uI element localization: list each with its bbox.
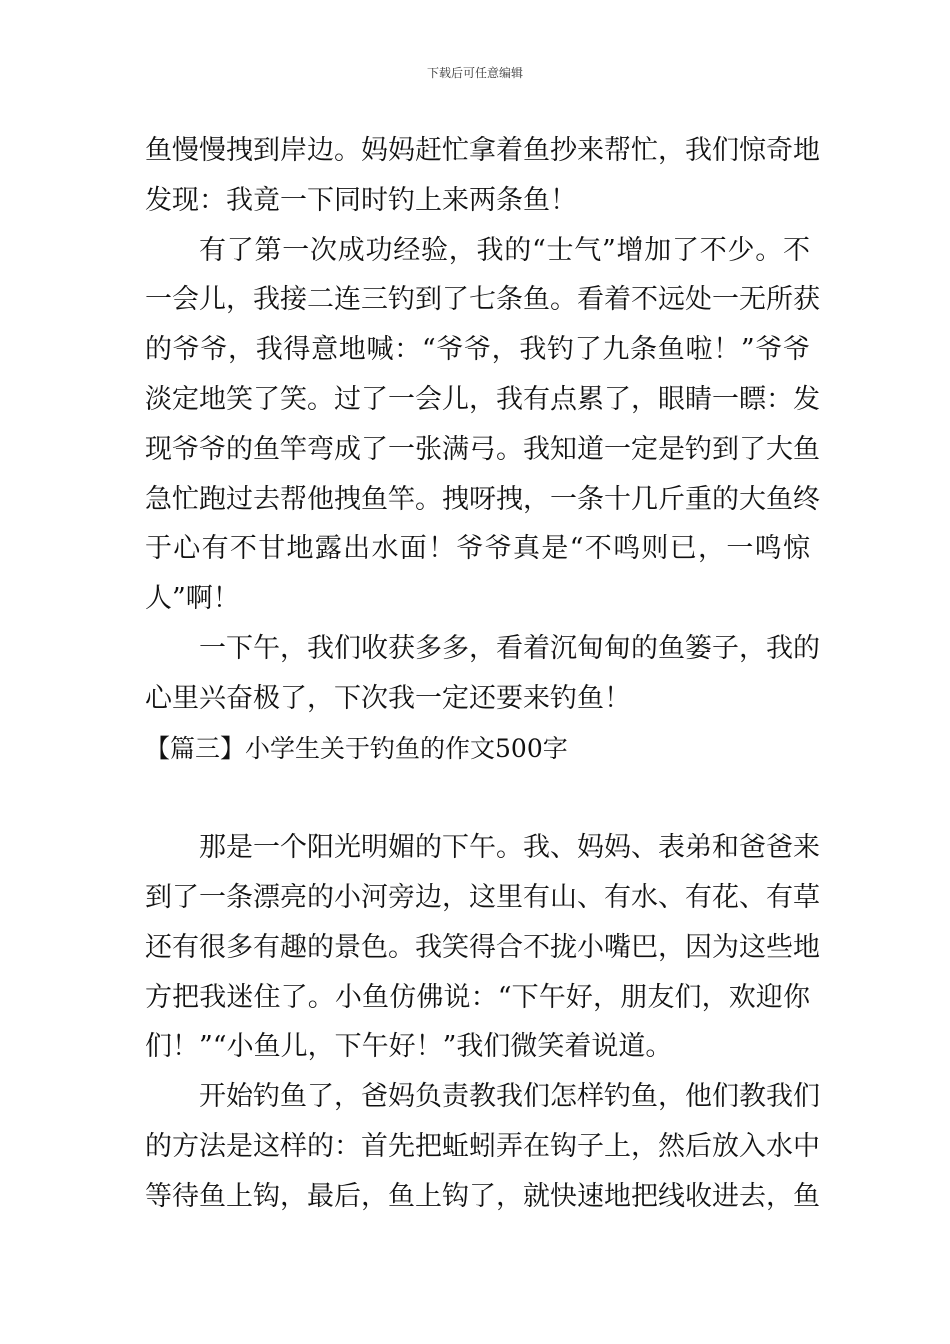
paragraph-start-line: 一下午，我们收获多多，看着沉甸甸的鱼篓子，我的	[199, 632, 820, 664]
document-body	[145, 126, 820, 1222]
paragraph-start-line: 有了第一次成功经验，我的“士气”增加了不少。不	[199, 234, 810, 266]
text-line: 方把我迷住了。小鱼仿佛说：“下午好，朋友们，欢迎你	[145, 981, 810, 1013]
text-line: 人”啊！	[145, 583, 240, 615]
text-line: 到了一条漂亮的小河旁边，这里有山、有水、有花、有草	[145, 881, 820, 913]
text-line: 发现：我竟一下同时钓上来两条鱼！	[145, 184, 577, 216]
text-line: 等待鱼上钩，最后，鱼上钩了，就快速地把线收进去，鱼	[145, 1180, 820, 1212]
page-header: 下载后可任意编辑	[426, 66, 523, 80]
text-line: 的方法是这样的：首先把蚯蚓弄在钩子上，然后放入水中	[145, 1130, 820, 1162]
blank-line	[145, 773, 810, 823]
text-line: 鱼慢慢拽到岸边。妈妈赶忙拿着鱼抄来帮忙，我们惊奇地	[145, 135, 820, 166]
paragraph-start-line: 开始钓鱼了，爸妈负责教我们怎样钓鱼，他们教我们	[199, 1081, 820, 1113]
text-line: 们！”“小鱼儿，下午好！”我们微笑着说道。	[145, 1031, 673, 1063]
text-line: 淡定地笑了笑。过了一会儿，我有点累了，眼睛一瞟：发	[145, 383, 820, 415]
text-line: 还有很多有趣的景色。我笑得合不拢小嘴巴，因为这些地	[145, 931, 820, 963]
text-line: 一会儿，我接二连三钓到了七条鱼。看着不远处一无所获	[145, 284, 820, 316]
text-line: 急忙跑过去帮他拽鱼竿。拽呀拽，一条十几斤重的大鱼终	[145, 483, 820, 515]
text-line: 现爷爷的鱼竿弯成了一张满弓。我知道一定是钓到了大鱼	[145, 433, 820, 465]
paragraph-start-line: 那是一个阳光明媚的下午。我、妈妈、表弟和爸爸来	[199, 832, 820, 864]
text-line: 于心有不甘地露出水面！爷爷真是“不鸣则已，一鸣惊	[145, 533, 810, 565]
text-line: 心里兴奋极了，下次我一定还要来钓鱼！	[145, 682, 631, 714]
text-line: 的爷爷，我得意地喊：“爷爷，我钓了九条鱼啦！”爷爷	[145, 334, 810, 366]
section-heading: 【篇三】小学生关于钓鱼的作文500字	[145, 733, 568, 763]
